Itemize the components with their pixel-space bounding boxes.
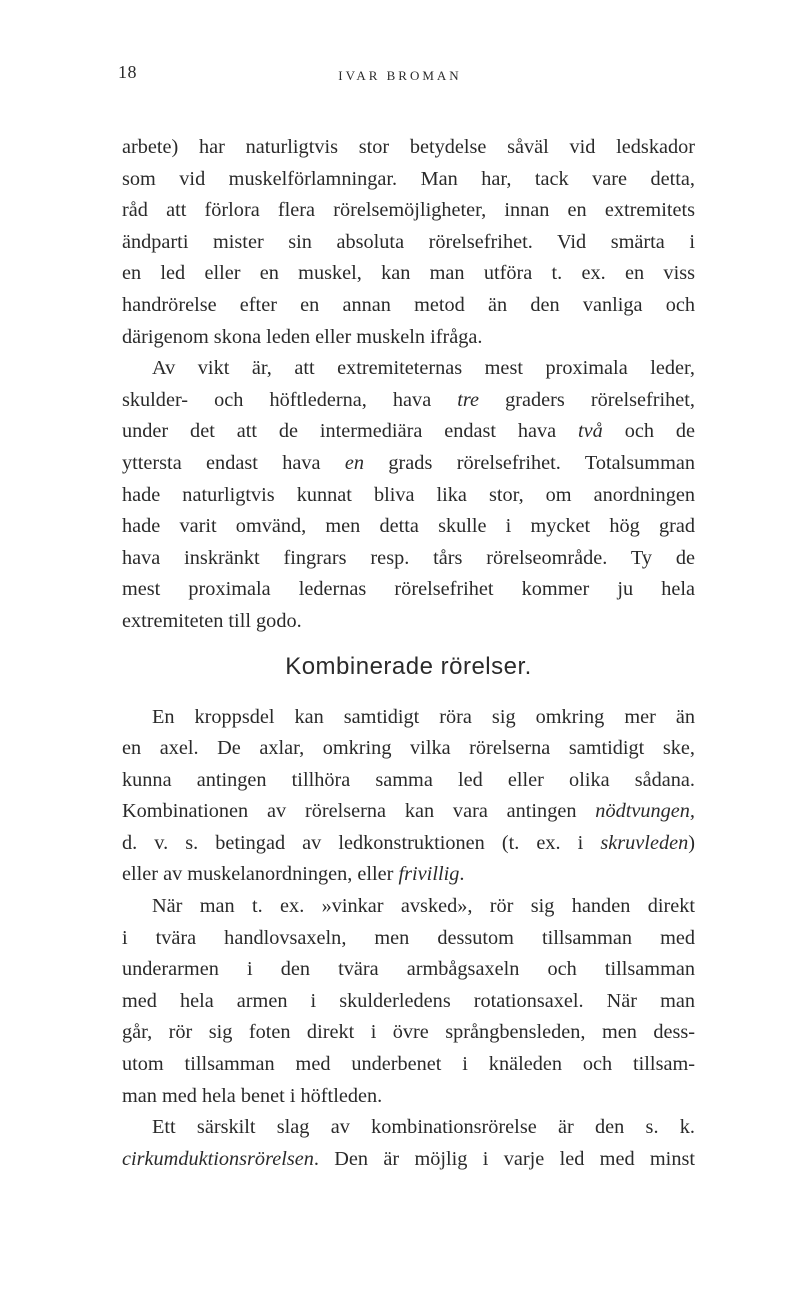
text-line: därigenom skona leden eller muskeln ifråga.	[122, 325, 483, 348]
text-line: Kombinationen av rörelserna kan vara antingen nödtvungen,	[122, 800, 695, 823]
text-line: mest proximala ledernas rörelsefrihet kommer ju hela	[122, 578, 695, 601]
body-text	[122, 132, 695, 1175]
text-line: råd att förlora flera rörelsemöjligheter, innan en extremitets	[122, 199, 695, 222]
emphasis: cirkumduktionsrörelsen	[122, 1147, 314, 1170]
emphasis: två	[578, 420, 603, 443]
text-line: När man t. ex. »vinkar avsked», rör sig handen direkt	[152, 895, 695, 918]
text-line: en axel. De axlar, omkring vilka rörelserna samtidigt ske,	[122, 737, 695, 760]
text-line: arbete) har naturligtvis stor betydelse såväl vid ledskador	[122, 136, 695, 158]
running-head: IVAR BROMAN	[338, 68, 462, 83]
text-line: hade naturligtvis kunnat bliva lika stor, om anordningen	[122, 483, 695, 506]
text-line: i tvära handlovsaxeln, men dessutom tillsamman med	[122, 926, 695, 949]
text-line: en led eller en muskel, kan man utföra t. ex. en viss	[122, 262, 695, 285]
text-line: Av vikt är, att extremiteternas mest proximala leder,	[152, 357, 695, 380]
text-line: under det att de intermediära endast hava två och de	[122, 420, 695, 443]
emphasis: tre	[457, 388, 480, 411]
emphasis: frivillig	[398, 863, 460, 886]
text-line: underarmen i den tvära armbågsaxeln och tillsamman	[122, 958, 695, 981]
text-line: Ett särskilt slag av kombinationsrörelse är den s. k.	[152, 1116, 695, 1139]
text-line: som vid muskelförlamningar. Man har, tack vare detta,	[122, 167, 695, 190]
emphasis: nödtvungen,	[595, 800, 695, 823]
section-heading: Kombinerade rörelser.	[285, 652, 532, 680]
text-line: eller av muskelanordningen, eller frivillig.	[122, 863, 465, 886]
text-line: d. v. s. betingad av ledkonstruktionen (t. ex. i skruvleden)	[122, 831, 695, 854]
text-line: extremiteten till godo.	[122, 609, 302, 632]
text-line: utom tillsamman med underbenet i knäleden och tillsam-	[122, 1053, 695, 1076]
text-line: En kroppsdel kan samtidigt röra sig omkring mer än	[152, 705, 695, 728]
text-line: skulder- och höftlederna, hava tre graders rörelsefrihet,	[122, 388, 695, 411]
text-line: kunna antingen tillhöra samma led eller olika sådana.	[122, 768, 695, 791]
emphasis: skruvleden	[600, 831, 689, 854]
text-line: handrörelse efter en annan metod än den vanliga och	[122, 293, 695, 316]
text-line: hade varit omvänd, men detta skulle i mycket hög grad	[122, 515, 695, 538]
text-line: hava inskränkt fingrars resp. tårs rörelseområde. Ty de	[122, 546, 695, 569]
text-line: man med hela benet i höftleden.	[122, 1084, 383, 1107]
text-line: med hela armen i skulderledens rotationsaxel. När man	[122, 989, 695, 1012]
page-number: 18	[118, 62, 137, 82]
text-line: går, rör sig foten direkt i övre språngbensleden, men dess-	[122, 1021, 695, 1044]
text-line: cirkumduktionsrörelsen. Den är möjlig i varje led med minst	[122, 1147, 695, 1170]
text-line: ändparti mister sin absoluta rörelsefrihet. Vid smärta i	[122, 230, 695, 253]
emphasis: en	[344, 451, 365, 474]
text-line: yttersta endast hava en grads rörelsefrihet. Totalsumman	[122, 451, 695, 474]
